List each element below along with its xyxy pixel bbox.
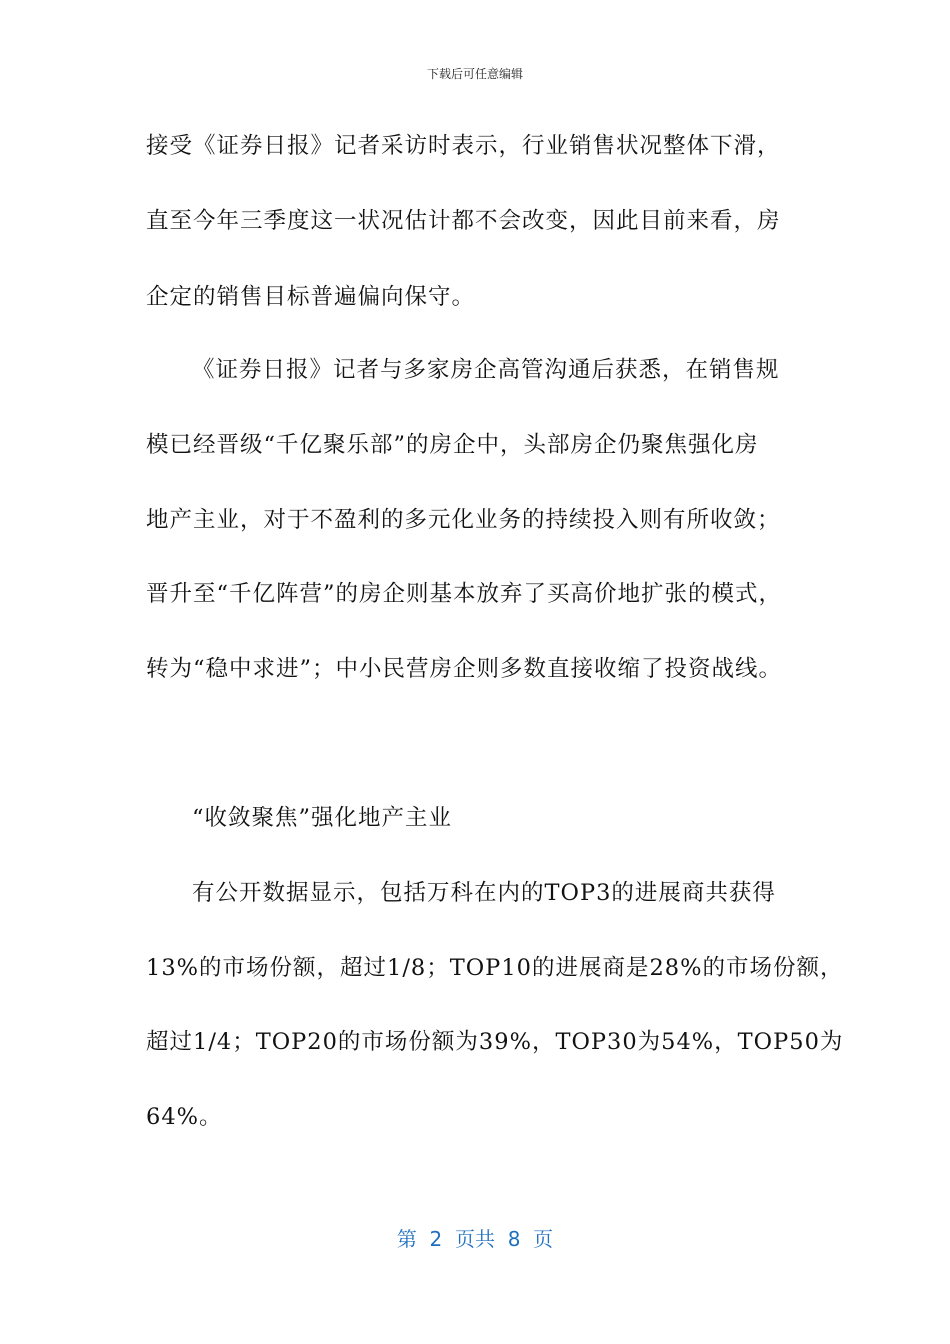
body-line-4: 《证券日报》记者与多家房企高管沟通后获悉，在销售规 bbox=[192, 357, 780, 383]
body-line-3: 企定的销售目标普遍偏向保守。 bbox=[146, 284, 476, 310]
section-heading: “收敛聚焦”强化地产主业 bbox=[192, 805, 453, 831]
body-line-2: 直至今年三季度这一状况估计都不会改变，因此目前来看，房 bbox=[146, 208, 781, 234]
body-line-10: 有公开数据显示，包括万科在内的TOP3的进展商共获得 bbox=[192, 880, 776, 906]
page-header: 下载后可任意编辑 bbox=[426, 67, 523, 81]
body-line-6: 地产主业，对于不盈利的多元化业务的持续投入则有所收敛； bbox=[146, 507, 781, 533]
body-line-13: 64%。 bbox=[146, 1104, 223, 1130]
body-line-5: 模已经晋级“千亿聚乐部”的房企中，头部房企仍聚焦强化房 bbox=[146, 432, 759, 458]
body-line-7: 晋升至“千亿阵营”的房企则基本放弃了买高价地扩张的模式， bbox=[146, 581, 783, 607]
body-line-11: 13%的市场份额，超过1/8；TOP10的进展商是28%的市场份额， bbox=[146, 955, 844, 981]
body-line-12: 超过1/4；TOP20的市场份额为39%，TOP30为54%，TOP50为 bbox=[146, 1029, 844, 1055]
page-footer: 第 2 页共 8 页 bbox=[396, 1227, 554, 1251]
body-line-1: 接受《证券日报》记者采访时表示，行业销售状况整体下滑， bbox=[146, 133, 781, 159]
body-line-8: 转为“稳中求进”；中小民营房企则多数直接收缩了投资战线。 bbox=[146, 656, 783, 682]
